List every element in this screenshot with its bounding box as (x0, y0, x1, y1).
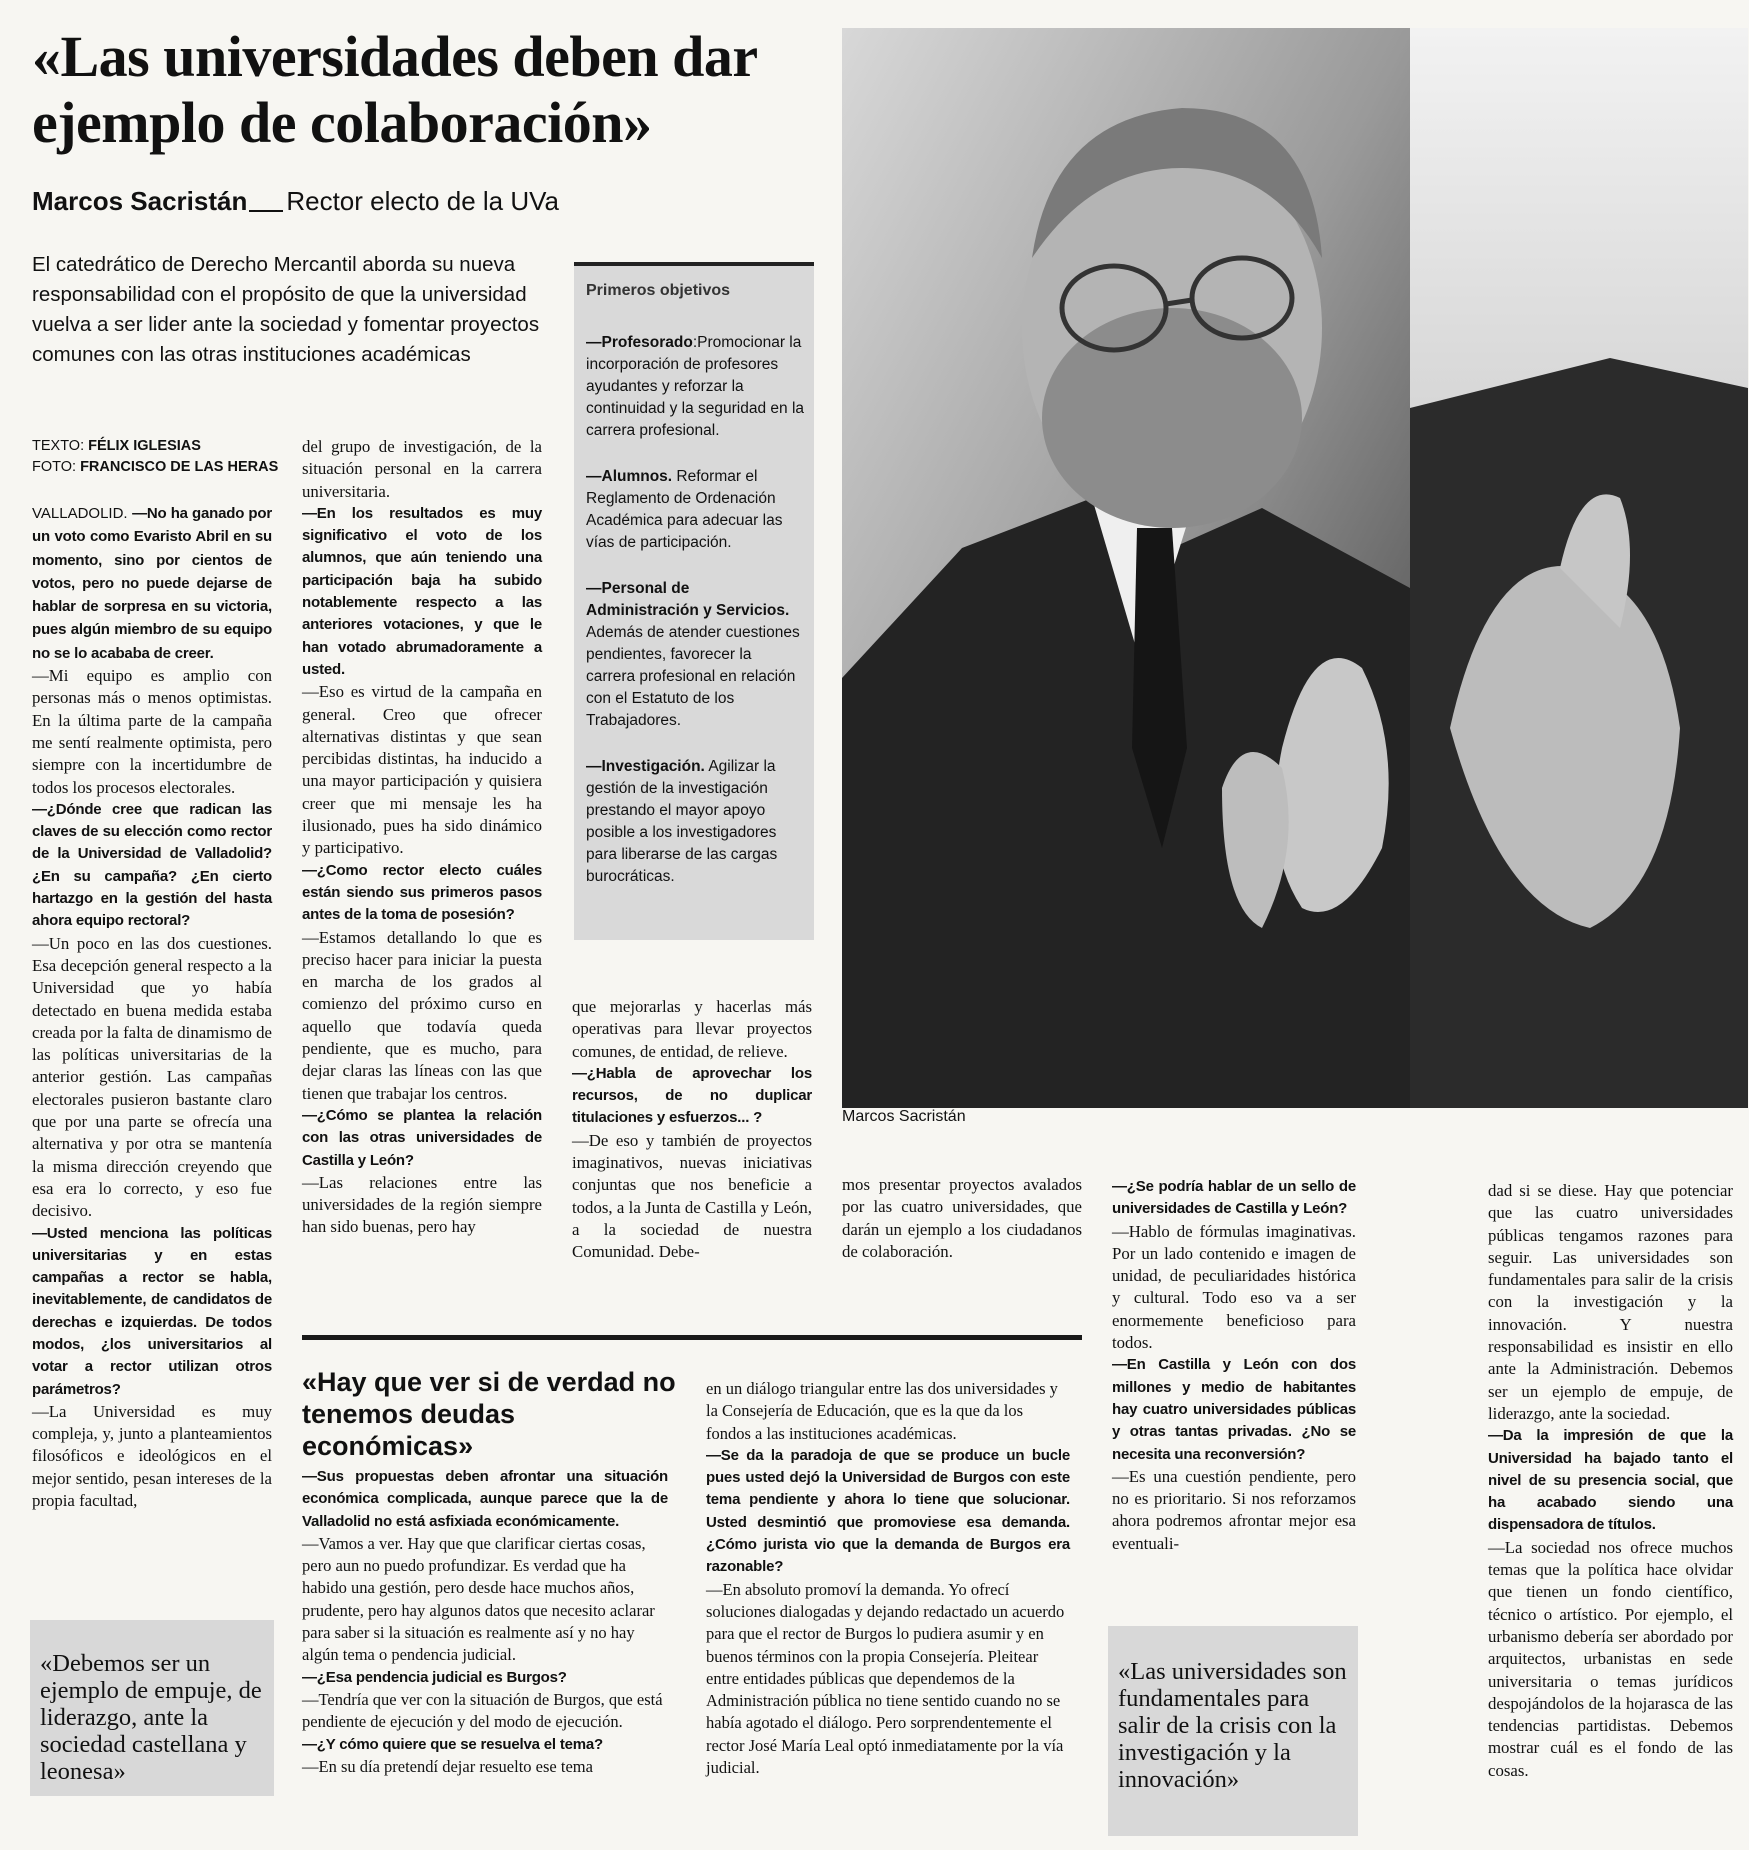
photo-caption: Marcos Sacristán (842, 1108, 966, 1125)
byline-name: Marcos Sacristán (32, 186, 248, 216)
answer: —La Universidad es muy compleja, y, junto a planteamientos filosóficos e ideológicos en el mejor sentido, pesan intereses de la propia facultad, (32, 1401, 272, 1511)
hand-image (1410, 28, 1748, 1108)
question: —Sus propuestas deben afrontar una situación económica complicada, aunque parece que la de Valladolid no está asfixiada económicamente. (302, 1468, 668, 1530)
question: —¿Y cómo quiere que se resuelva el tema? (302, 1735, 604, 1753)
sidebar-item-label: —Alumnos. (586, 468, 673, 485)
question: —Usted menciona las políticas universitarias y en estas campañas a rector se habla, inevitablemente, de candidatos de derechas e izquierdas. De todos modos, ¿los universitarios al votar a rector utilizan otros parámetros? (32, 1224, 272, 1398)
byline (32, 186, 812, 217)
answer: en un diálogo triangular entre las dos universidades y la Consejería de Educación, que es la que da los fondos a las instituciones académicas. (706, 1379, 1058, 1443)
credits (32, 436, 292, 478)
answer: del grupo de investigación, de la situación personal en la carrera universitaria. (302, 437, 542, 501)
dateline: VALLADOLID. (32, 505, 128, 522)
subhead: «Hay que ver si de verdad no tenemos deudas económicas» (302, 1367, 676, 1461)
sidebar-item-label: —Personal de Administración y Servicios. (586, 580, 790, 619)
question: —¿Cómo se plantea la relación con las otras universidades de Castilla y León? (302, 1106, 542, 1169)
portrait-photo-detail (1410, 28, 1748, 1108)
sidebar-item-label: —Investigación. (586, 758, 705, 775)
question: —¿Como rector electo cuáles están siendo sus primeros pasos antes de la toma de posesión? (302, 861, 542, 924)
section-rule (302, 1335, 1082, 1340)
question: —¿Se podría hablar de un sello de universidades de Castilla y León? (1112, 1178, 1356, 1218)
sidebar-item (586, 332, 804, 442)
question: —En los resultados es muy significativo el voto de los alumnos, que aún teniendo una participación baja ha subido notablemente respecto a las anteriores votaciones, y que le han votado abrumadoramente a usted. (302, 504, 542, 678)
answer: —Tendría que ver con la situación de Burgos, que está pendiente de ejecución y del modo de ejecución. (302, 1689, 663, 1732)
question: —¿Esa pendencia judicial es Burgos? (302, 1668, 567, 1686)
article-column-6 (1488, 1180, 1733, 1782)
texto-name: FÉLIX IGLESIAS (88, 438, 201, 454)
answer: —Eso es virtud de la campaña en general. Creo que ofrecer alternativas distintas y que sean percibidas distintas, ha inducido a una mayor participación y quisiera creer que mi mensaje les ha ilusionado, pues ha sido dinámico y participativo. (302, 682, 542, 858)
question: —Da la impresión de que la Universidad ha bajado tanto el nivel de su presencia social, que ha acabado siendo una dispensadora de títulos. (1488, 1427, 1733, 1534)
sidebar-item-text: Reformar el Reglamento de Ordenación Académica para adecuar las vías de participación. (586, 468, 783, 551)
answer: —De eso y también de proyectos imaginativos, nuevas iniciativas conjuntas que nos beneficie a todos, a la Junta de Castilla y León, a la sociedad de nuestra Comunidad. Debe- (572, 1130, 812, 1262)
answer: mos presentar proyectos avalados por las cuatro universidades, que darán un ejemplo a los ciudadanos de colaboración. (842, 1175, 1082, 1261)
sidebar-item-text: :Promocionar la incorporación de profesores ayudantes y reforzar la continuidad y la seguridad en la carrera profesional. (586, 334, 805, 439)
texto-label: TEXTO: (32, 438, 85, 454)
sidebar-title: Primeros objetivos (586, 282, 731, 299)
answer: —La sociedad nos ofrece muchos temas que la política hace olvidar que tienen un fondo científico, técnico o artístico. Por ejemplo, el urbanismo debería ser abordado por arquitectos, urbanistas en sede universitaria o temas jurídicos despojándolos de la hojarasca de las tendencias partidistas. Debemos mostrar cuál es el fondo de las cosas. (1488, 1537, 1733, 1780)
answer: —Es una cuestión pendiente, pero no es prioritario. Si nos reforzamos ahora podremos afrontar mejor esa eventuali- (1112, 1466, 1356, 1553)
answer: —Un poco en las dos cuestiones. Esa decepción general respecto a la Universidad que yo había detectado en buena medida estaba creada por la falta de dinamismo de las políticas universitarias de la anterior gestión. Las campañas electorales pusieron bastante claro que por una parte se ofrecía una alternativa y por otra se mantenía la misma dirección creyendo que esa era lo correcto, y eso fue decisivo. (32, 933, 272, 1221)
answer: —Hablo de fórmulas imaginativas. Por un lado contenido e imagen de unidad, de peculiaridades histórica y cultural. Todo eso va a ser enormemente beneficioso para todos. (1112, 1221, 1356, 1353)
answer: —Mi equipo es amplio con personas más o menos optimistas. En la última parte de la campaña me sentí realmente optimista, pero siempre con la incertidumbre de todos los procesos electorales. (32, 666, 272, 797)
article-column-7 (302, 1466, 668, 1778)
pull-quote-text: «Debemos ser un ejemplo de empuje, de liderazgo, ante la sociedad castellana y leonesa» (40, 1650, 262, 1785)
byline-separator (249, 210, 283, 212)
portrait-image (842, 28, 1410, 1108)
answer: —En su día pretendí dejar resuelto ese tema (302, 1756, 593, 1776)
lead-paragraph: El catedrático de Derecho Mercantil aborda su nueva responsabilidad con el propósito de que la universidad vuelva a ser lider ante la sociedad y fomentar proyectos comunes con las otras instituciones académicas (32, 253, 540, 366)
byline-role: Rector electo de la UVa (286, 186, 559, 216)
sidebar-item (586, 756, 804, 888)
sidebar-item (586, 466, 804, 554)
article-column-5 (1112, 1176, 1356, 1555)
answer: —Estamos detallando lo que es preciso hacer para iniciar la puesta en marcha de los grados al comienzo del próximo curso en aquello que todavía queda pendiente, que es mucho, para dejar claras las líneas con las que tienen que trabajar los centros. (302, 927, 542, 1103)
sidebar-item (586, 578, 804, 732)
sidebar-item-label: —Profesorado (586, 334, 693, 351)
question: —En Castilla y León con dos millones y medio de habitantes hay cuatro universidades públicas y otras tantas privadas. ¿No se necesita una reconversión? (1112, 1356, 1356, 1463)
article-column-3 (572, 996, 812, 1264)
answer: —En absoluto promoví la demanda. Yo ofrecí soluciones dialogadas y dejando redactado un acuerdo para que el rector de Burgos lo pudiera asumir y en buenos términos con la propia Consejería. Pleitear entre entidades públicas que dependemos de la Administración pública no tiene sentido cuando no se había agotado el diálogo. Pero sorprendentemente el rector José María Leal optó inmediatamente por la vía judicial. (706, 1579, 1065, 1778)
article-column-8 (706, 1378, 1070, 1779)
question: —¿Dónde cree que radican las claves de su elección como rector de la Universidad de Valladolid? ¿En su campaña? ¿En cierto hartazgo en la gestión del hasta ahora equipo rectoral? (32, 800, 272, 930)
question: —No ha ganado por un voto como Evaristo Abril en su momento, sino por cientos de votos, pero no puede dejarse de hablar de sorpresa en su victoria, pues algún miembro de su equipo no se lo acababa de creer. (32, 505, 272, 662)
headline: «Las universidades deben dar ejemplo de colaboración» (32, 24, 757, 155)
article-column-2 (302, 436, 542, 1239)
foto-name: FRANCISCO DE LAS HERAS (80, 459, 279, 475)
article-column-1 (32, 502, 272, 1512)
sidebar-item-text: Además de atender cuestiones pendientes, favorecer la carrera profesional en relación con el Estatuto de los Trabajadores. (586, 624, 800, 729)
answer: —Vamos a ver. Hay que que clarificar ciertas cosas, pero aun no puedo profundizar. Es verdad que ha habido una gestión, pero desde hace muchos años, prudente, pero hay algunos datos que necesito aclarar para saber si la situación es realmente así y no hay algún tema o pendencia judicial. (302, 1533, 655, 1665)
portrait-photo (842, 28, 1410, 1108)
question: —Se da la paradoja de que se produce un bucle pues usted dejó la Universidad de Burgos con este tema pendiente y ahora lo tiene que solucionar. Usted desmintió que promoviese esa demanda. ¿Cómo jurista vio que la demanda de Burgos era razonable? (706, 1446, 1070, 1576)
answer: que mejorarlas y hacerlas más operativas para llevar proyectos comunes, de entidad, de relieve. (572, 997, 812, 1061)
pull-quote-text: «Las universidades son fundamentales para salir de la crisis con la investigación y la innovación» (1118, 1658, 1347, 1793)
pull-quote-left (30, 1620, 274, 1796)
question: —¿Habla de aprovechar los recursos, de no duplicar titulaciones y esfuerzos... ? (572, 1064, 812, 1127)
sidebar-primeros-objetivos (574, 262, 814, 940)
answer: —Las relaciones entre las universidades de la región siempre han sido buenas, pero hay (302, 1172, 542, 1237)
article-column-4 (842, 1174, 1082, 1263)
foto-label: FOTO: (32, 459, 77, 475)
pull-quote-right (1108, 1626, 1358, 1836)
answer: dad si se diese. Hay que potenciar que las cuatro universidades públicas tengamos razones para seguir. Las universidades son fundamentales para salir de la crisis con la investigación y la innovación. Y nuestra responsabilidad es insistir en ello ante la Administración. Debemos ser un ejemplo de empuje, de liderazgo, ante la sociedad. (1488, 1181, 1733, 1423)
sidebar-item-text: Agilizar la gestión de la investigación prestando el mayor apoyo posible a los investigadores para liberarse de las cargas burocráticas. (586, 758, 778, 885)
